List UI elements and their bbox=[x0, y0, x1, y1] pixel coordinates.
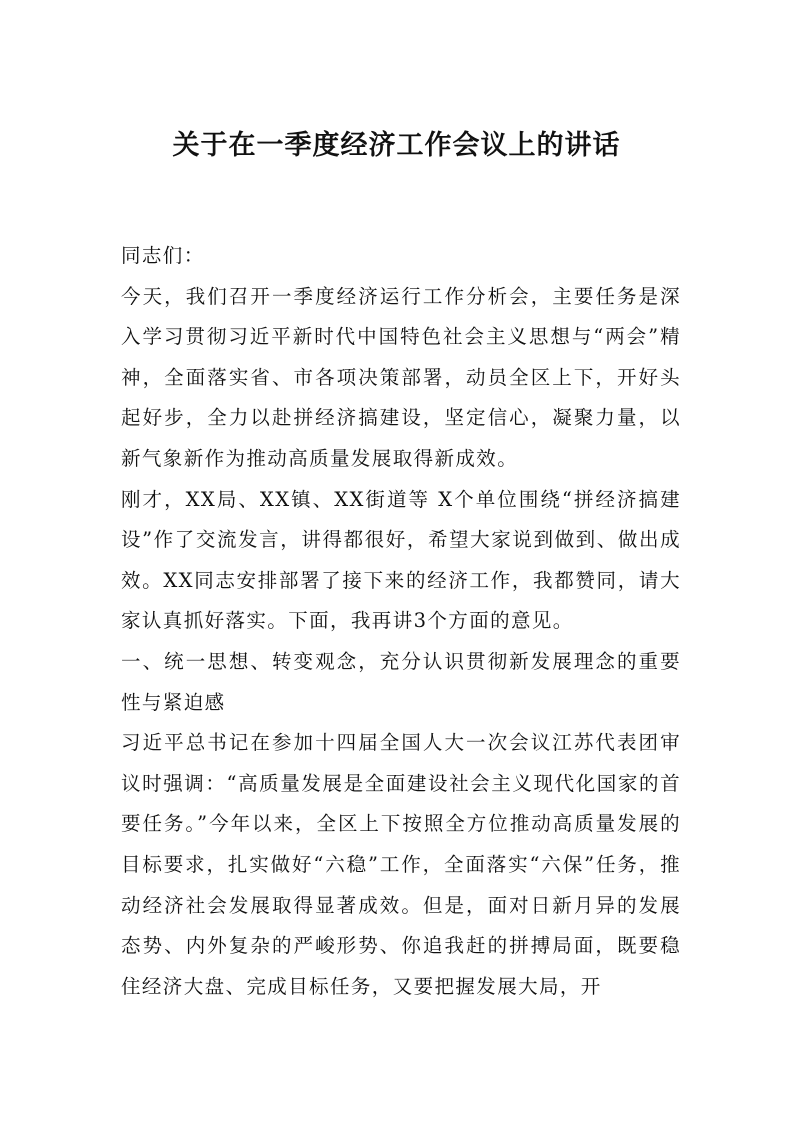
salutation-paragraph: 同志们： bbox=[121, 244, 205, 267]
document-title: 关于在一季度经济工作会议上的讲话 bbox=[172, 130, 621, 161]
section-1-body-paragraph: 习近平总书记在参加十四届全国人大一次会议江苏代表团审议时强调：“高质量发展是全面建设社会主义现代化国家的首要任务。”今年以来，全区上下按照全方位推动高质量发展的目标要求，扎实做好“六稳”工作，全面落实“六保”任务，推动经济社会发展取得显著成效。但是，面对日新月异的发展态势、内外复杂的严峻形势、你追我赶的拼搏局面，既要稳住经济大盘、完成目标任务，又要把握发展大局，开 bbox=[121, 731, 681, 998]
document-body bbox=[121, 236, 681, 1007]
exchange-remarks-paragraph: 刚才，XX局、XX镇、XX街道等 X个单位围绕“拼经济搞建设”作了交流发言，讲得都很好，希望大家说到做到、做出成效。XX同志安排部署了接下来的经济工作，我都赞同，请大家认真抓好落实。下面，我再讲3个方面的意见。 bbox=[121, 487, 681, 633]
opening-paragraph: 今天，我们召开一季度经济运行工作分析会，主要任务是深入学习贯彻习近平新时代中国特色社会主义思想与“两会”精神，全面落实省、市各项决策部署，动员全区上下，开好头起好步，全力以赴拼经济搞建设，坚定信心，凝聚力量，以新气象新作为推动高质量发展取得新成效。 bbox=[121, 284, 681, 470]
section-heading-1: 一、统一思想、转变观念，充分认识贯彻新发展理念的重要性与紧迫感 bbox=[121, 649, 681, 714]
